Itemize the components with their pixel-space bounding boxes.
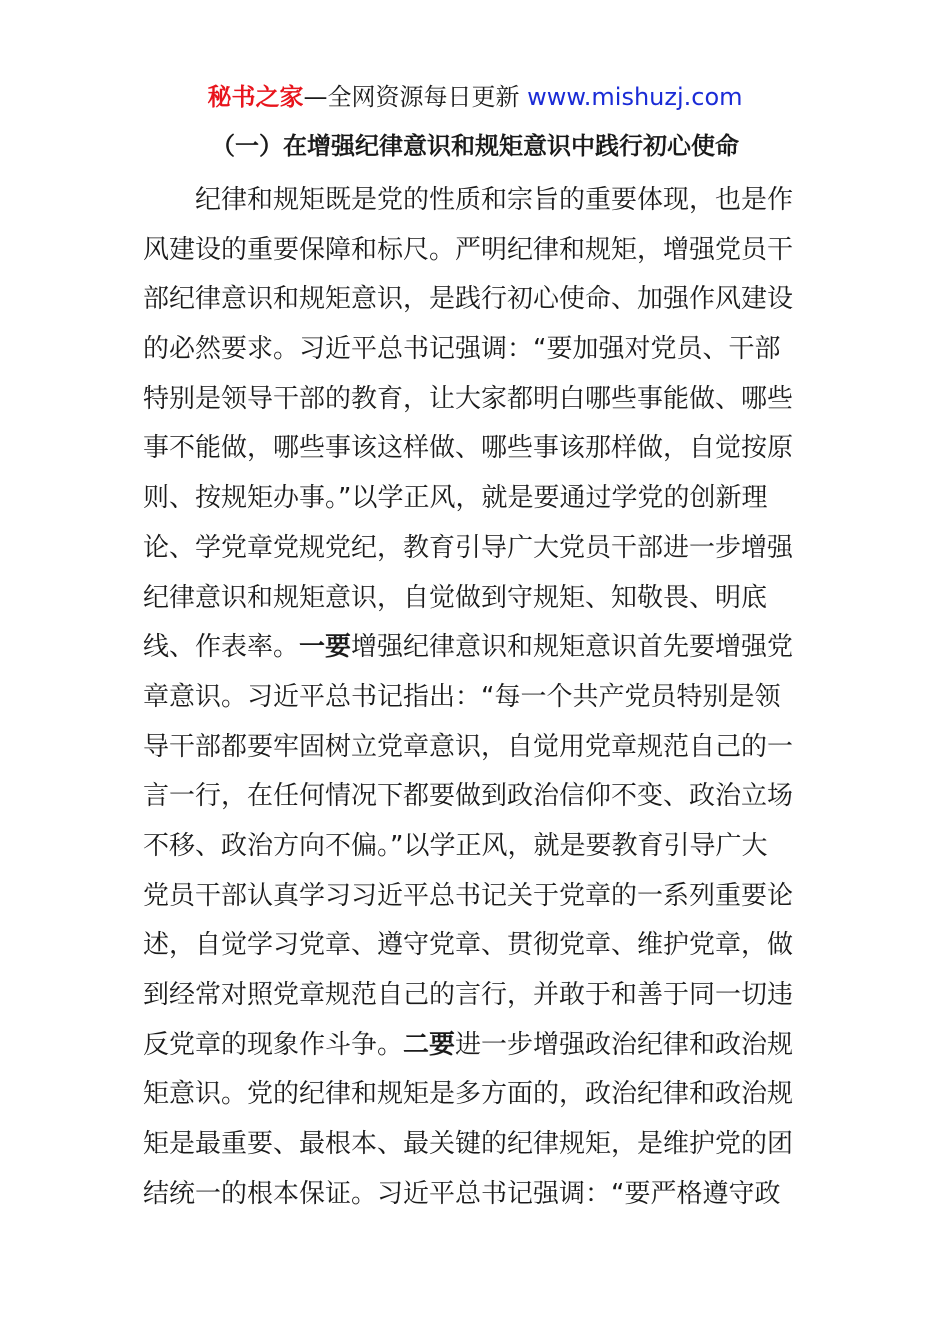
paragraph-line: 论、学党章党规党纪，教育引导广大党员干部进一步增强 [143, 532, 794, 563]
body-paragraph [143, 176, 808, 1219]
line-text: 进一步增强政治纪律和政治规 [455, 1029, 794, 1060]
section-heading: （一）在增强纪律意识和规矩意识中践行初心使命 [211, 132, 739, 160]
paragraph-line: 党员干部认真学习习近平总书记关于党章的一系列重要论 [143, 880, 794, 911]
paragraph-line: 到经常对照党章规范自己的言行，并敢于和善于同一切违 [143, 980, 794, 1010]
brand-name: 秘书之家 [207, 83, 304, 111]
paragraph-line: 矩是最重要、最根本、最关键的纪律规矩，是维护党的团 [143, 1129, 794, 1160]
paragraph-line: 言一行，在任何情况下都要做到政治信仰不变、政治立场 [143, 781, 794, 812]
line-text: 增强纪律意识和规矩意识首先要增强党 [351, 632, 794, 663]
paragraph-line: 导干部都要牢固树立党章意识，自觉用党章规范自己的一 [143, 731, 794, 762]
paragraph-line: 风建设的重要保障和标尺。严明纪律和规矩，增强党员干 [143, 234, 794, 265]
paragraph-line: 特别是领导干部的教育，让大家都明白哪些事能做、哪些 [143, 383, 794, 414]
site-url-link[interactable]: www.mishuzj.com [527, 83, 743, 111]
paragraph-line [143, 1021, 808, 1071]
paragraph-line: 的必然要求。习近平总书记强调：“要加强对党员、干部 [143, 334, 781, 365]
banner-tagline: —全网资源每日更新 [303, 83, 528, 111]
paragraph-line: 则、按规矩办事。”以学正风，就是要通过学党的创新理 [143, 483, 768, 514]
paragraph-line: 部纪律意识和规矩意识，是践行初心使命、加强作风建设 [143, 284, 794, 315]
paragraph-line: 述，自觉学习党章、遵守党章、贯彻党章、维护党章，做 [143, 930, 794, 961]
paragraph-line: 结统一的根本保证。习近平总书记强调：“要严格遵守政 [143, 1178, 781, 1209]
line-text: 线、作表率。 [143, 632, 300, 663]
point-marker-second: 二要 [403, 1029, 456, 1060]
paragraph-line: 章意识。习近平总书记指出：“每一个共产党员特别是领 [143, 681, 781, 712]
line-text: 反党章的现象作斗争。 [143, 1029, 404, 1060]
paragraph-line: 不移、政治方向不偏。”以学正风，就是要教育引导广大 [143, 830, 768, 861]
paragraph-line: 矩意识。党的纪律和规矩是多方面的，政治纪律和政治规 [143, 1079, 794, 1110]
point-marker-first: 一要 [299, 632, 352, 663]
paragraph-line: 事不能做，哪些事该这样做、哪些事该那样做，自觉按原 [143, 433, 794, 464]
paragraph-line: 纪律意识和规矩意识，自觉做到守规矩、知敬畏、明底 [143, 582, 768, 613]
site-banner [0, 82, 950, 112]
paragraph-line [143, 623, 808, 673]
paragraph-line: 纪律和规矩既是党的性质和宗旨的重要体现，也是作 [195, 185, 794, 215]
